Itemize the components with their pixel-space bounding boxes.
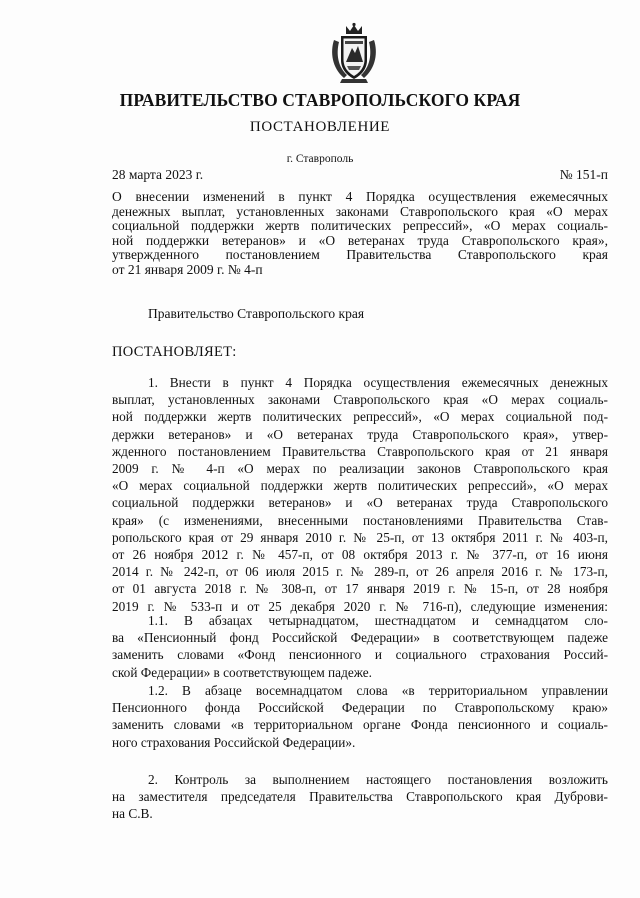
paragraph-line: выплат, установленных законами Ставропольского края «О мерах социаль-: [112, 392, 608, 408]
paragraph-line: держки ветеранов» и «О ветеранах труда Ставропольского края», утвер-: [112, 426, 608, 442]
paragraph-line: ской Федерации» в соответствующем падеже.: [112, 664, 372, 680]
title-line: от 21 января 2009 г. № 4-п: [112, 261, 263, 277]
paragraph-2: [112, 771, 608, 823]
paragraph-line: 1.1. В абзацах четырнадцатом, шестнадцатом и семнадцатом сло-: [148, 613, 608, 628]
paragraph-line: Пенсионного фонда Российской Федерации по Ставропольскому краю»: [112, 700, 608, 716]
paragraph-1-2: [112, 682, 608, 751]
paragraph-line: от 01 августа 2018 г. № 308-п, от 17 января 2019 г. № 15-п, от 28 ноября: [112, 581, 608, 597]
preamble-resolves: ПОСТАНОВЛЯЕТ:: [112, 344, 237, 360]
title-line: социальной поддержки жертв политических репрессий», «О мерах социаль-: [112, 218, 608, 234]
document-number: № 151-п: [559, 167, 608, 182]
title-line: утвержденного постановлением Правительства Ставропольского края: [112, 247, 608, 263]
title-line: денежных выплат, установленных законами Ставропольского края «О мерах: [112, 203, 608, 219]
document-title: [112, 190, 608, 278]
paragraph-line: ной поддержки жертв политических репрессий», «О мерах социальной под-: [112, 409, 608, 425]
paragraph-line: 2019 г. № 533-п и от 25 декабря 2020 г. № 716-п), следующие изменения:: [112, 598, 608, 614]
paragraph-line: от 26 ноября 2012 г. № 457-п, от 08 октября 2013 г. № 377-п, от 16 июня: [112, 547, 608, 563]
paragraph-line: ного страхования Российской Федерации».: [112, 734, 356, 750]
paragraph-line: на С.В.: [112, 806, 153, 822]
paragraph-line: 1.2. В абзаце восемнадцатом слова «в территориальном управлении: [148, 683, 608, 698]
title-line: О внесении изменений в пункт 4 Порядка осуществления ежемесячных: [112, 189, 608, 204]
paragraph-line: 1. Внести в пункт 4 Порядка осуществления ежемесячных денежных: [148, 375, 608, 390]
paragraph-line: 2. Контроль за выполнением настоящего постановления возложить: [148, 772, 608, 787]
paragraph-line: ва «Пенсионный фонд Российской Федерации» в соответствующем падеже: [112, 630, 608, 646]
city: г. Ставрополь: [286, 153, 354, 165]
title-line: ной поддержки ветеранов» и «О ветеранах труда Ставропольского края»,: [112, 232, 608, 248]
paragraph-line: на заместителя председателя Правительства Ставропольского края Дуброви-: [112, 789, 608, 805]
paragraph-line: заменить словами «в территориальном органе Фонда пенсионного и социаль-: [112, 717, 608, 733]
paragraph-line: ропольского края от 29 января 2010 г. № 25-п, от 13 октября 2011 г. № 403-п,: [112, 529, 608, 545]
paragraph-1: [112, 374, 608, 615]
coat-of-arms-icon: [326, 22, 382, 84]
paragraph-line: жденного постановлением Правительства Ставропольского края от 21 января: [112, 443, 608, 459]
document-kind: ПОСТАНОВЛЕНИЕ: [249, 119, 391, 135]
paragraph-line: 2014 г. № 242-п, от 06 июля 2015 г. № 289-п, от 26 апреля 2016 г. № 173-п,: [112, 564, 608, 580]
government-title: ПРАВИТЕЛЬСТВО СТАВРОПОЛЬСКОГО КРАЯ: [119, 90, 521, 110]
paragraph-line: 2009 г. № 4-п «О мерах по реализации законов Ставропольского края: [112, 461, 608, 477]
paragraph-line: «О мерах социальной поддержки жертв политических репрессий», «О мерах: [112, 478, 608, 494]
paragraph-1-1: [112, 612, 608, 681]
paragraph-line: заменить словами «Фонд пенсионного и социального страхования Россий-: [112, 647, 608, 663]
document-date: 28 марта 2023 г.: [112, 167, 204, 182]
preamble-government: Правительство Ставропольского края: [148, 306, 365, 321]
paragraph-line: края» (с изменениями, внесенными постановлениями Правительства Став-: [112, 512, 608, 528]
paragraph-line: социальной поддержки ветеранов» и «О ветеранах труда Ставропольского: [112, 495, 608, 511]
